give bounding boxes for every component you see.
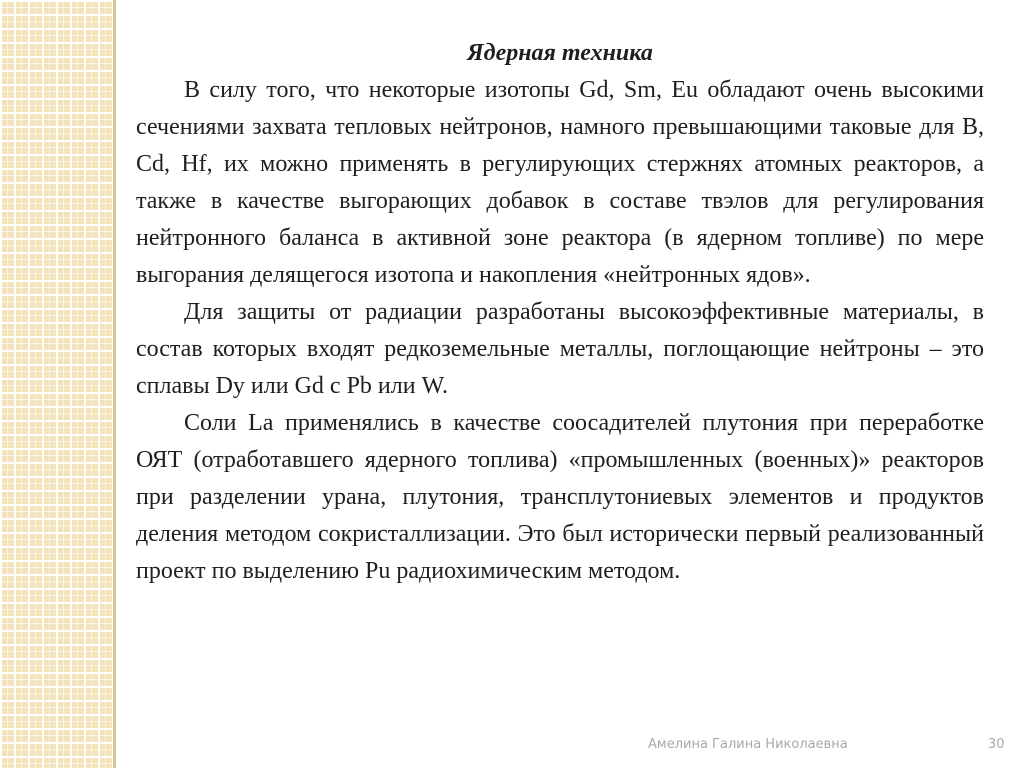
paragraph-nuclear-control: В силу того, что некоторые изотопы Gd, Sm, Eu обладают очень высокими сечениями захвата тепловых нейтронов, намного превышающими таковые для B, Cd, Hf, их можно применять в регулирующих стержнях атомных реакторов, а также в качестве выгорающих добавок в составе твэлов для регулирования нейтронного баланса в активной зоне реактора (в ядерном топливе) по мере выгорания делящегося изотопа и накопления «нейтронных ядов». (136, 77, 984, 288)
slide-title: Ядерная техника (467, 40, 653, 66)
decorative-side-pattern (0, 0, 113, 768)
paragraph-radiation-protection: Для защиты от радиации разработаны высокоэффективные материалы, в состав которых входят редкоземельные металлы, поглощающие нейтроны – это сплавы Dy или Gd с Pb или W. (136, 299, 984, 399)
paragraph-lanthanum-salts: Соли La применялись в качестве соосадителей плутония при переработке ОЯТ (отработавшего ядерного топлива) «промышленных (военных)» реакторов при разделении урана, плутония, трансплутониевых элементов и продуктов деления методом сокристаллизации. Это был исторически первый реализованный проект по выделению Pu радиохимическим методом. (136, 410, 984, 584)
footer-author: Амелина Галина Николаевна (648, 737, 848, 752)
page-number: 30 (988, 737, 1005, 752)
side-pattern-edge (113, 0, 116, 768)
slide-body (136, 72, 984, 590)
